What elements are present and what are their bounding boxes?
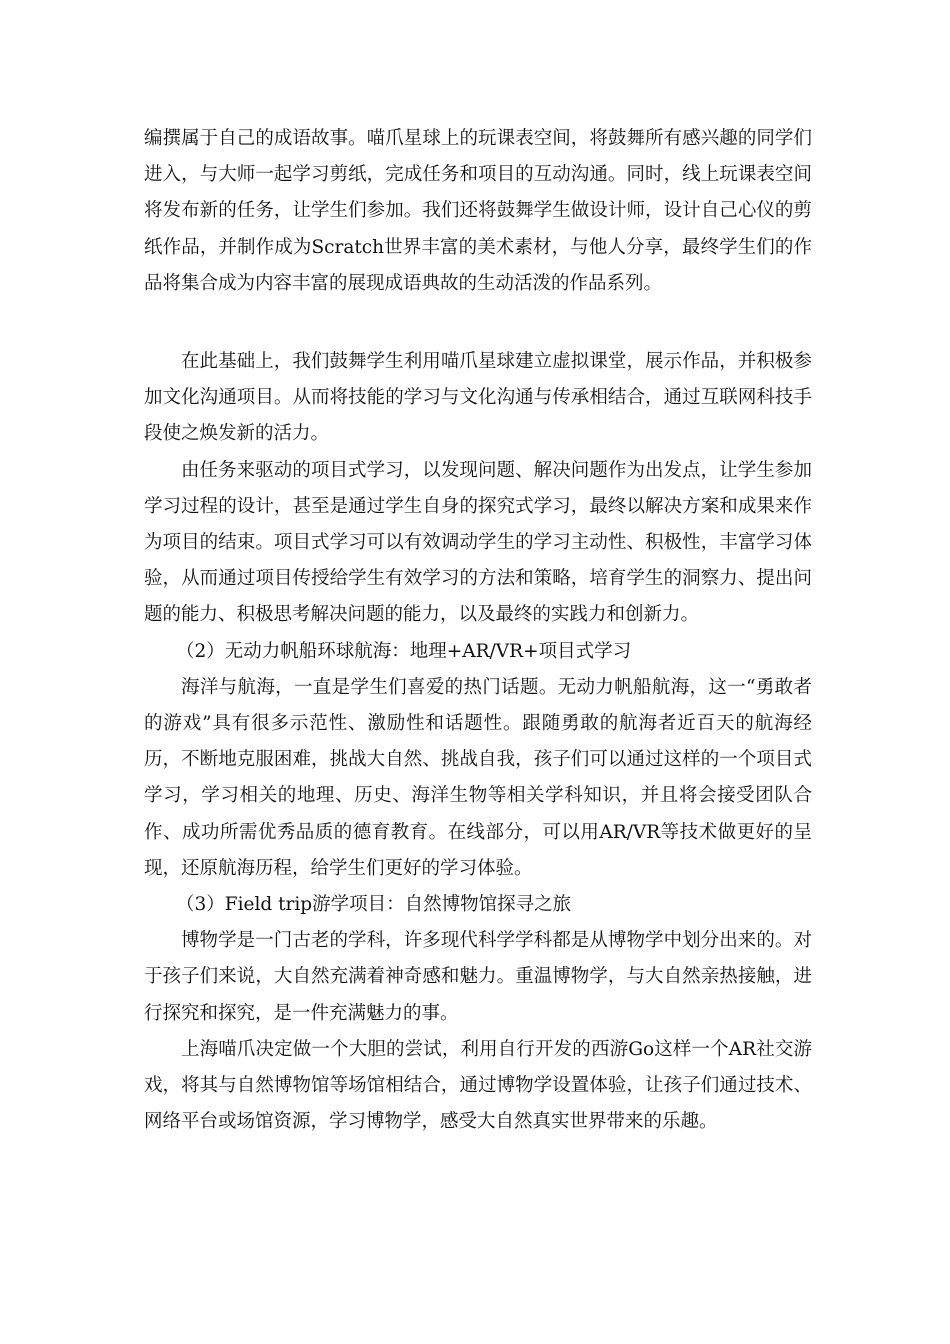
paragraph-ar-game: 上海喵爪决定做一个大胆的尝试，利用自行开发的西游Go这样一个AR社交游戏，将其与自然博物馆等场馆相结合，通过博物学设置体验，让孩子们通过技术、网络平台或场馆资源，学习博物学，感受大自然真实世界带来的乐趣。 xyxy=(144,1038,812,1133)
paragraph-sailing: 海洋与航海，一直是学生们喜爱的热门话题。无动力帆船航海，这一“勇敢者的游戏”具有很多示范性、激励性和话题性。跟随勇敢的航海者近百天的航海经历，不断地克服困难，挑战大自然、挑战自我，孩子们可以通过这样的一个项目式学习，学习相关的地理、历史、海洋生物等相关学科知识，并且将会接受团队合作、成功所需优秀品质的德育教育。在线部分，可以用AR/VR等技术做更好的呈现，还原航海历程，给学生们更好的学习体验。 xyxy=(144,676,812,879)
document-page xyxy=(144,121,812,1140)
paragraph-gap xyxy=(144,302,812,344)
heading-field-trip: （3）Field trip游学项目：自然博物馆探寻之旅 xyxy=(176,894,572,916)
paragraph-idiom-stories: 编撰属于自己的成语故事。喵爪星球上的玩课表空间，将鼓舞所有感兴趣的同学们进入，与大师一起学习剪纸，完成任务和项目的互动沟通。同时，线上玩课表空间将发布新的任务，让学生们参加。我们还将鼓舞学生做设计师，设计自己心仪的剪纸作品，并制作成为Scratch世界丰富的美术素材，与他人分享，最终学生们的作品将集合成为内容丰富的展现成语典故的生动活泼的作品系列。 xyxy=(144,128,812,294)
paragraph-virtual-classroom: 在此基础上，我们鼓舞学生利用喵爪星球建立虚拟课堂，展示作品，并积极参加文化沟通项目。从而将技能的学习与文化沟通与传承相结合，通过互联网科技手段使之焕发新的活力。 xyxy=(144,351,812,445)
paragraph-project-learning: 由任务来驱动的项目式学习，以发现问题、解决问题作为出发点，让学生参加学习过程的设计，甚至是通过学生自身的探究式学习，最终以解决方案和成果来作为项目的结束。项目式学习可以有效调动学生的学习主动性、积极性，丰富学习体验，从而通过项目传授给学生有效学习的方法和策略，培育学生的洞察力、提出问题的能力、积极思考解决问题的能力，以及最终的实践力和创新力。 xyxy=(144,459,812,626)
paragraph-natural-history: 博物学是一门古老的学科，许多现代科学学科都是从博物学中划分出来的。对于孩子们来说，大自然充满着神奇感和魅力。重温博物学，与大自然亲热接触，进行探究和探究，是一件充满魅力的事。 xyxy=(144,930,812,1024)
heading-sailing-project: （2）无动力帆船环球航海：地理+AR/VR+项目式学习 xyxy=(176,640,632,662)
